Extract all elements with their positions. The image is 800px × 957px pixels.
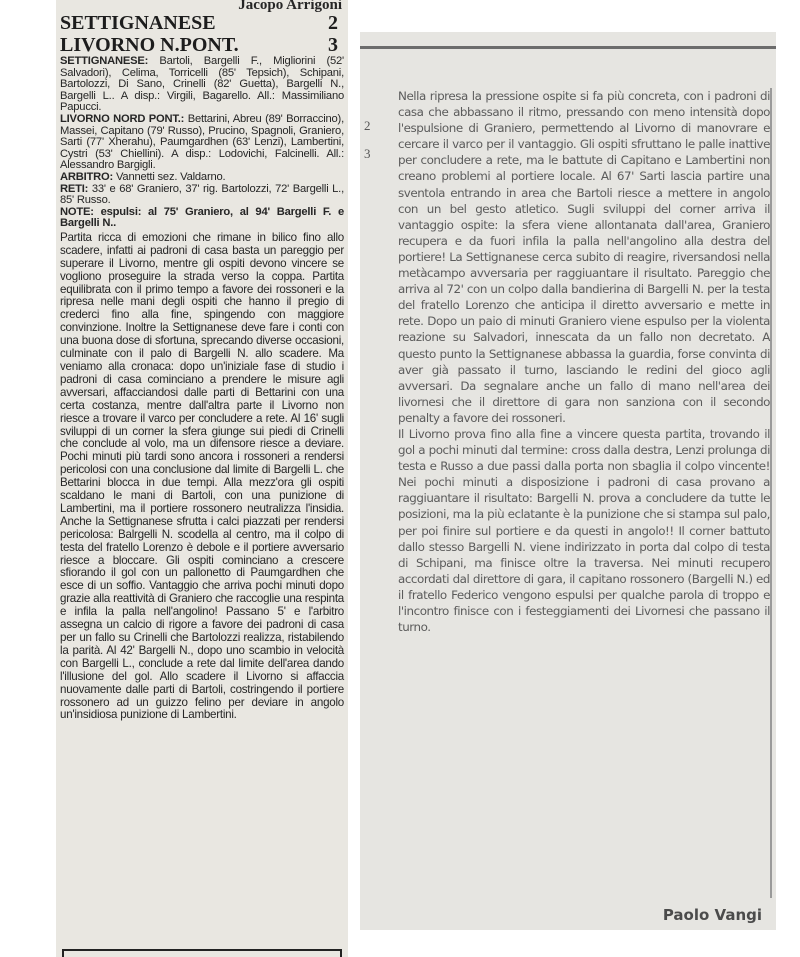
team-score-row-home — [60, 12, 344, 34]
team-score-row-away — [60, 34, 344, 56]
right-clipping — [360, 32, 776, 930]
margin-marks — [364, 112, 371, 168]
goals-label: RETI: — [60, 182, 89, 195]
referee-text: Vannetti sez. Valdarno. — [113, 170, 226, 183]
goals-text: 33' e 68' Graniero, 37' rig. Bartolozzi, 72' Bargelli L., 85' Russo. — [60, 182, 344, 207]
paragraph: Il Livorno prova fino alla fine a vincere questa partita, trovando il gol a pochi minuti dal termine: cross dalla destra, Lenzi prolunga di testa e Russo a due passi dalla porta non sbaglia il colpo vincente! Nei pochi minuti a disposizione i padroni di casa provano a raggiuantare il risultato: Bargelli N. prova a concludere da tutte le posizioni, ma la più eclatante è la punizione che si stampa sul palo, per poi finire sul portiere e da questi in angolo!! Il corner battuto dallo stesso Bargelli N. viene indirizzato in porta dal colpo di testa di Schipani, ma finisce oltre la traversa. Nei minuti recupero accordati dal direttore di gara, il capitano rossonero (Bargelli N.) ed il fratello Federico vengono espulsi per qualche parola di troppo e l'incontro finisce con i festeggiamenti dei Livornesi che passano il turno. — [398, 426, 770, 635]
margin-mark: 3 — [364, 146, 371, 161]
notes-text: espulsi: al 75' Graniero, al 94' Bargelli F. e Bargelli N.. — [60, 205, 344, 230]
top-rule — [360, 46, 776, 49]
team-score: 3 — [328, 34, 338, 56]
paragraph: Nella ripresa la pressione ospite si fa più concreta, con i padroni di casa che abbassano il ritmo, pressando con meno intensità dopo l'espulsione di Graniero, permettendo al Livorno di manovrare e cercare il varco per il vantaggio. Gli ospiti sfruttano le palle inattive per concludere a rete, ma le battute di Capitano e Lambertini non creano problemi al portiere locale. Al 67' Sarti lascia partire una sventola entrando in area che Bartoli riesce a mettere in angolo con un bel gesto atletico. Sugli sviluppi del corner arriva il vantaggio ospite: la sfera viene allontanata dall'area, Graniero recupera e da fuori infila la palla nell'angolino alla destra del portiere! La Settignanese cerca subito di reagire, riversandosi nella metàcampo avversaria per raggiuantare il risultato. Pareggio che arriva al 72' con un colpo dalla bandierina di Bargelli N. per la testa del fratello Lorenzo che anticipa il diretto avversario e mette in rete. Dopo un paio di minuti Graniero viene espulso per la violenta reazione su Salvadori, innescata da un fallo non decretato. A questo punto la Settignanese abbassa la guardia, forse convinta di aver già passato il turno, lasciando le redini del gioco agli avversari. Da segnalare anche un fallo di mano nell'area dei livornesi che il direttore di gara non sanziona con il secondo penalty a favore dei rossoneri. — [398, 89, 770, 425]
author-signature: Paolo Vangi — [662, 906, 762, 924]
referee-label: ARBITRO: — [60, 170, 114, 183]
left-clipping — [56, 0, 348, 957]
lineup-away — [60, 114, 344, 172]
lineup-away-text: Bettarini, Abreu (89' Borraccino), Massei, Capitano (79' Russo), Prucino, Spagnoli, Graniero, Sarti (77' Xherahu), Paumgardhen (63' Lenzi), Lambertini, Cystri (53' Chiellini). A disp.: Lodovichi, Falcinelli. All.: Alessandro Bargigli. — [60, 112, 344, 172]
team-name: LIVORNO N.PONT. — [60, 34, 239, 56]
lineup-home-text: Bartoli, Bargelli F., Migliorini (52' Salvadori), Celima, Torricelli (85' Tepsich), Schipani, Bartolozzi, Di Sano, Crinelli (82' Guetta), Bargelli N., Bargelli L.. A disp.: Virgili, Bagarello. All.: Massimiliano Papucci. — [60, 55, 344, 114]
goals — [60, 184, 344, 207]
notes — [60, 207, 344, 230]
next-article-frame — [62, 949, 342, 957]
team-name: SETTIGNANESE — [60, 12, 216, 34]
lineup-home-label: SETTIGNANESE: — [60, 55, 149, 67]
notes-label: NOTE: — [60, 205, 94, 218]
margin-mark: 2 — [364, 118, 371, 133]
lineup-away-label: LIVORNO NORD PONT.: — [60, 112, 185, 125]
byline-top: Jacopo Arrigoni — [238, 0, 342, 13]
match-report-body: Partita ricca di emozioni che rimane in bilico fino allo scadere, infatti ai padroni di casa basta un pareggio per superare il Livorno, mentre gli ospiti devono vincere se vogliono proseguire la strada verso la coppa. Partita equilibrata con il primo tempo a favore dei rossoneri e la ripresa nelle mani degli ospiti che hanno il pregio di crederci fino alla fine, spingendo con maggiore convinzione. Inoltre la Settignanese deve fare i conti con una buona dose di sfortuna, sprecando diverse occasioni, culminate con il palo di Bargelli N. allo scadere. Ma veniamo alla cronaca: dopo un'iniziale fase di studio i padroni di casa cominciano a prendere le misure agli avversari, affacciandosi dalle parti di Bettarini con una certa costanza, mentre dall'altra parte il Livorno non riesce a trovare il varco per concludere a rete. Al 16' sugli sviluppi di un corner la sfera giunge sui piedi di Crinelli che conclude al volo, ma un difensore riesce a deviare. Pochi minuti più tardi sono ancora i rossoneri a rendersi pericolosi con una conclusione dal limite di Bargelli L. che Bettarini blocca in due tempi. Alla mezz'ora gli ospiti scaldano le mani di Bartoli, con una punizione di Lambertini, ma il portiere rossonero neutralizza l'insidia. Anche la Settignanese sfrutta i calci piazzati per rendersi pericolosa: Balrgelli N. scodella al centro, ma il colpo di testa del fratello Lorenzo è debole e il portiere avversario riesce a bloccare. Gli ospiti cominciano a crescere sfiorando il gol con un pallonetto di Paumgardhen che esce di un soffio. Vantaggio che arriva pochi minuti dopo grazie alla reattività di Graniero che raccoglie una respinta e infila la palla nell'angolino! Passano 5' e l'arbitro assegna un calcio di rigore a favore dei padroni di casa per un fallo su Crinelli che Bartolozzi realizza, ristabilendo la parità. Al 42' Bargelli N., dopo uno scambio in velocità con Bargelli L., conclude a rete dal limite dell'area dando l'illusione del gol. Allo scadere il Livorno si affaccia nuovamente dalle parti di Bartoli, costringendo il portiere rossonero ad un guizzo felino per deviare in angolo un'insidiosa punizione di Lambertini. — [60, 230, 344, 722]
team-score: 2 — [328, 12, 338, 34]
lineup-home — [60, 56, 344, 114]
photo-gap — [348, 0, 360, 957]
match-report-continued — [398, 88, 770, 635]
column-rule — [770, 88, 772, 898]
